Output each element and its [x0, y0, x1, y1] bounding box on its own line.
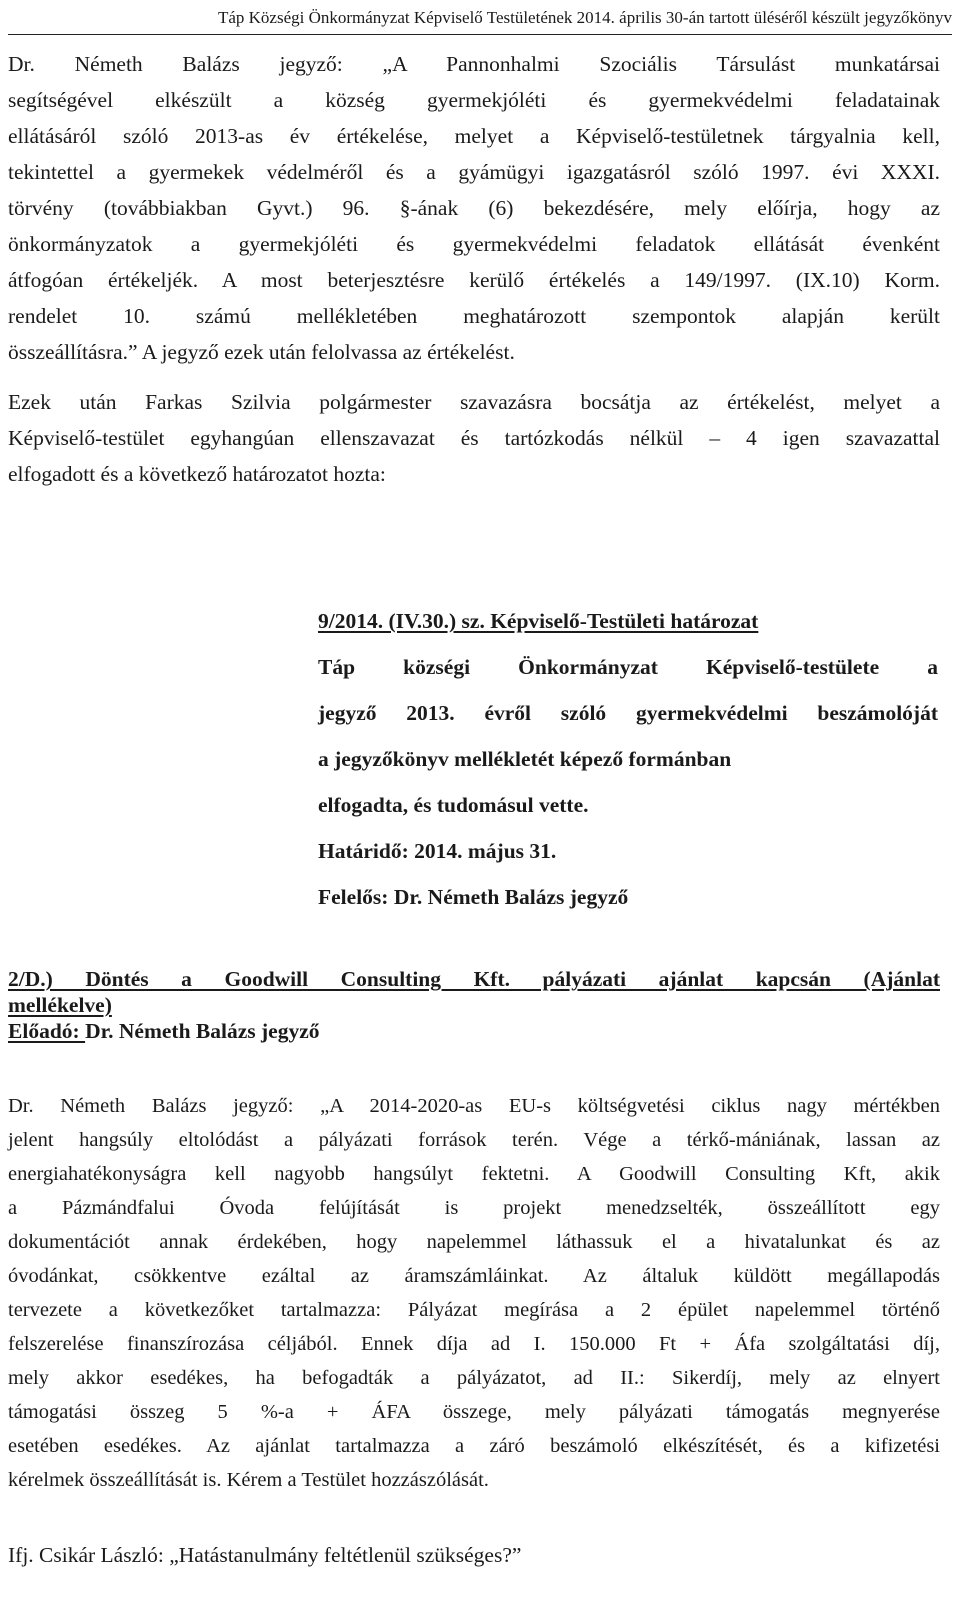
resolution-line: Táp községi Önkormányzat Képviselő-testülete a	[318, 655, 938, 679]
section-goodwill	[8, 1089, 940, 1497]
presenter-name: Dr. Németh Balázs jegyző	[85, 1019, 320, 1043]
text-line: rendelet 10. számú mellékletében meghatározott szempontok alapján került	[8, 304, 940, 328]
resolution-title: 9/2014. (IV.30.) sz. Képviselő-Testületi határozat	[318, 609, 759, 633]
main-content	[8, 46, 940, 492]
presenter-label: Előadó:	[8, 1019, 86, 1043]
resolution-line: elfogadta, és tudomásul vette.	[318, 793, 589, 817]
paragraph-goodwill-offer	[8, 1089, 940, 1497]
resolution-line: a jegyzőkönyv mellékletét képező formánban	[318, 747, 732, 771]
resolution-deadline: Határidő: 2014. május 31.	[318, 839, 557, 863]
resolution-block	[318, 598, 938, 920]
text-line: dokumentációt annak érdekében, hogy napelemmel láthassuk el a hivatalunkat és az	[8, 1231, 940, 1253]
text-line: tekintettel a gyermekek védelméről és a gyámügyi igazgatásról szóló 1997. évi XXXI.	[8, 160, 940, 184]
text-line: törvény (továbbiakban Gyvt.) 96. §-ának (6) bekezdésére, mely előírja, hogy az	[8, 196, 940, 220]
paragraph-vote	[8, 384, 940, 492]
agenda-presenter	[8, 1018, 940, 1044]
text-line: segítségével elkészült a község gyermekjóléti és gyermekvédelmi feladatainak	[8, 88, 940, 112]
text-line: mely akkor esedékes, ha befogadták a pályázatot, ad II.: Sikerdíj, mely az elnyert	[8, 1367, 940, 1389]
running-header: Táp Községi Önkormányzat Képviselő Testületének 2014. április 30-án tartott üléséről készült jegyzőkönyv	[8, 4, 952, 35]
text-line: a Pázmándfalui Óvoda felújítását is projekt menedzselték, összeállított egy	[8, 1197, 940, 1219]
text-line: támogatási összeg 5 %-a + ÁFA összege, mely pályázati támogatás megnyerése	[8, 1401, 940, 1423]
text-line: Dr. Németh Balázs jegyző: „A 2014-2020-as EU-s költségvetési ciklus nagy mértékben	[8, 1095, 940, 1117]
resolution-line: jegyző 2013. évről szóló gyermekvédelmi beszámolóját	[318, 701, 938, 725]
text-line: elfogadott és a következő határozatot hozta:	[8, 462, 386, 486]
text-line: energiahatékonyságra kell nagyobb hangsúlyt fektetni. A Goodwill Consulting Kft, akik	[8, 1163, 940, 1185]
text-line: esetében esedékes. Az ajánlat tartalmazza a záró beszámoló elkészítését, és a kifizetési	[8, 1435, 940, 1457]
text-line: kérelmek összeállítását is. Kérem a Testület hozzászólását.	[8, 1469, 489, 1491]
text-line: önkormányzatok a gyermekjóléti és gyermekvédelmi feladatok ellátását évenként	[8, 232, 940, 256]
text-line: átfogóan értékeljék. A most beterjesztésre kerülő értékelés a 149/1997. (IX.10) Korm.	[8, 268, 940, 292]
paragraph-clerk-report	[8, 46, 940, 370]
text-line: tervezete a következőket tartalmazza: Pályázat megírása a 2 épület napelemmel történő	[8, 1299, 940, 1321]
text-line: Dr. Németh Balázs jegyző: „A Pannonhalmi Szociális Társulást munkatársai	[8, 52, 940, 76]
text-line: összeállításra.” A jegyző ezek után felolvassa az értékelést.	[8, 340, 515, 364]
agenda-title-line: mellékelve)	[8, 993, 112, 1017]
text-line: felszerelése finanszírozása céljából. Ennek díja ad I. 150.000 Ft + Áfa szolgáltatási díj,	[8, 1333, 940, 1355]
text-line: ellátásáról szóló 2013-as év értékelése, melyet a Képviselő-testületnek tárgyalnia kell,	[8, 124, 940, 148]
agenda-item-heading	[8, 966, 940, 1044]
agenda-title-line: 2/D.) Döntés a Goodwill Consulting Kft. pályázati ajánlat kapcsán (Ajánlat	[8, 967, 940, 991]
text-line: óvodánkat, csökkentve ezáltal az áramszámláinkat. Az általuk küldött megállapodás	[8, 1265, 940, 1287]
text-line: Képviselő-testület egyhangúan ellenszavazat és tartózkodás nélkül – 4 igen szavazattal	[8, 426, 940, 450]
text-line: jelent hangsúly eltolódást a pályázati források terén. Vége a térkő-mániának, lassan az	[8, 1129, 940, 1151]
paragraph-question: Ifj. Csikár László: „Hatástanulmány feltétlenül szükséges?”	[8, 1543, 522, 1567]
text-line: Ezek után Farkas Szilvia polgármester szavazásra bocsátja az értékelést, melyet a	[8, 390, 940, 414]
resolution-responsible: Felelős: Dr. Németh Balázs jegyző	[318, 885, 629, 909]
